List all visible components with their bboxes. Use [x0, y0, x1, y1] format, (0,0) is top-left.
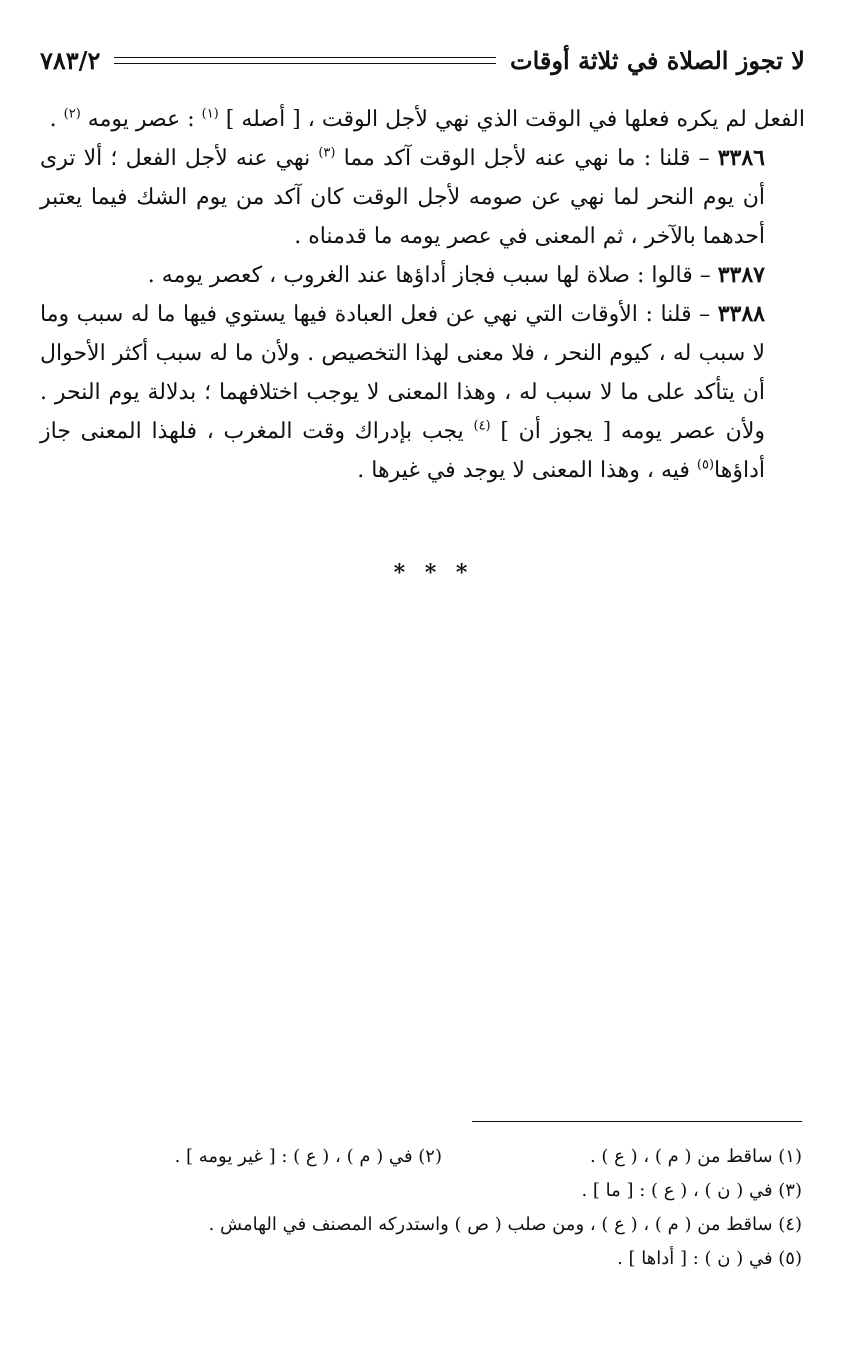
paragraph-3388: ٣٣٨٨ – قلنا : الأوقات التي نهي عن فعل العبادة فيها يستوي فيها ما له سبب وما لا سبب له ، كيوم النحر ، فلا معنى لهذا التخصيص . ولأن ما له سبب أكثر الأحوال أن يتأكد على ما لا سبب له ، وهذا المعنى لا يوجب اختلافهما ؛ بدلالة يوم النحر . ولأن عصر يومه [ يجوز أن ] $^{(٤)}$ يجب بإدراك وقت المغرب ، فلهذا المعنى جاز أداؤها$^{(٥)}$ فيه ، وهذا المعنى لا يوجد في غيرها .	[40, 301, 765, 483]
paragraph-number: ٣٣٨٧	[717, 262, 765, 288]
paragraph-3386: ٣٣٨٦ – قلنا : ما نهي عنه لأجل الوقت آكد مما $^{(٣)}$ نهي عنه لأجل الفعل ؛ ألا ترى أن يوم النحر لما نهي عن صومه لأجل الوقت كان آكد من يوم الشك فيما يعتبر أحدهما بالآخر ، ثم المعنى في عصر يومه ما قدمناه .	[40, 145, 765, 249]
paragraph-number: ٣٣٨٦	[717, 145, 765, 171]
footnote-rule	[472, 1121, 802, 1122]
footnote-ref: (٥)	[696, 457, 715, 473]
footnote-ref: (١)	[201, 106, 219, 122]
footnote-row	[40, 1208, 802, 1242]
paragraph-continuation: الفعل لم يكره فعلها في الوقت الذي نهي لأجل الوقت ، [ أصله ] $^{(١)}$ : عصر يومه $^{(٢)}$ .	[49, 106, 805, 132]
footnote-row	[40, 1242, 802, 1276]
running-header	[40, 40, 805, 80]
footnote-row	[40, 1140, 802, 1174]
footnote-2: (٢) في ( م ) ، ( ع ) : [ غير يومه ] .	[174, 1146, 442, 1167]
paragraph-number: ٣٣٨٨	[717, 301, 765, 327]
header-double-rule	[114, 57, 496, 64]
header-title: لا تجوز الصلاة في ثلاثة أوقات	[510, 45, 805, 75]
footnote-ref: (٢)	[63, 106, 81, 122]
body-text	[40, 100, 805, 490]
footnote-ref: (٤)	[473, 418, 491, 434]
footnote-1: (١) ساقط من ( م ) ، ( ع ) .	[589, 1146, 802, 1167]
section-separator: * * *	[393, 560, 474, 586]
footnote-ref: (٣)	[318, 145, 336, 161]
footnote-4: (٤) ساقط من ( م ) ، ( ع ) ، ومن صلب ( ص ) واستدركه المصنف في الهامش .	[208, 1214, 802, 1235]
paragraph-3387: ٣٣٨٧ – قالوا : صلاة لها سبب فجاز أداؤها عند الغروب ، كعصر يومه .	[147, 262, 765, 288]
footnote-3: (٣) في ( ن ) ، ( ع ) : [ ما ] .	[581, 1180, 802, 1201]
footnotes	[40, 1140, 802, 1276]
footnote-5: (٥) في ( ن ) : [ أداها ] .	[617, 1248, 802, 1269]
page-number: ٧٨٣/٢	[40, 45, 101, 75]
footnote-row	[40, 1174, 802, 1208]
